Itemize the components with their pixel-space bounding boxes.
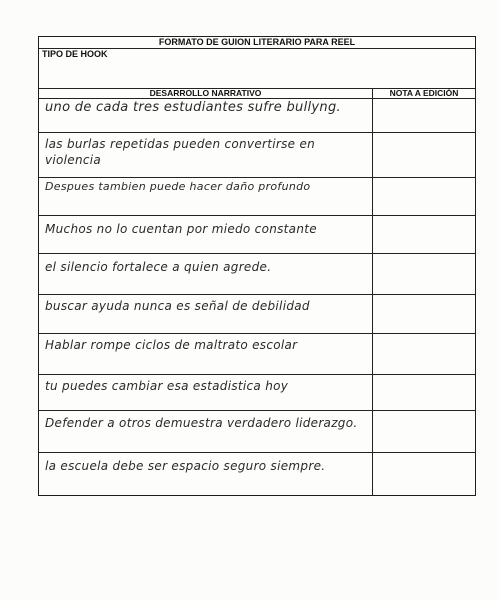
row-divider bbox=[39, 452, 475, 453]
row-divider bbox=[39, 253, 475, 254]
narrative-entry: Muchos no lo cuentan por miedo constante bbox=[45, 222, 317, 236]
row-divider bbox=[39, 215, 475, 216]
divider bbox=[39, 98, 475, 99]
edit-note-column-header: NOTA A EDICIÓN bbox=[389, 88, 459, 98]
row-divider bbox=[39, 374, 475, 375]
narrative-column-header: DESARROLLO NARRATIVO bbox=[149, 88, 262, 98]
row-divider bbox=[39, 177, 475, 178]
narrative-entry: el silencio fortalece a quien agrede. bbox=[45, 260, 272, 274]
form-title: FORMATO DE GUION LITERARIO PARA REEL bbox=[158, 37, 356, 47]
narrative-entry: Hablar rompe ciclos de maltrato escolar bbox=[45, 338, 298, 352]
narrative-entry: las burlas repetidas pueden convertirse en violencia bbox=[45, 137, 316, 167]
narrative-entry: tu puedes cambiar esa estadistica hoy bbox=[45, 379, 289, 393]
column-divider bbox=[372, 88, 373, 495]
narrative-entry: Despues tambien puede hacer daño profundo bbox=[45, 180, 311, 193]
narrative-entry: uno de cada tres estudiantes sufre bullyng. bbox=[45, 100, 341, 115]
script-form bbox=[38, 36, 476, 496]
row-divider bbox=[39, 132, 475, 133]
row-divider bbox=[39, 294, 475, 295]
narrative-entry: buscar ayuda nunca es señal de debilidad bbox=[45, 299, 310, 313]
row-divider bbox=[39, 333, 475, 334]
row-divider bbox=[39, 410, 475, 411]
narrative-entry: Defender a otros demuestra verdadero liderazgo. bbox=[45, 416, 358, 430]
narrative-entry: la escuela debe ser espacio seguro siempre. bbox=[45, 459, 326, 473]
hook-type-label: TIPO DE HOOK bbox=[42, 49, 108, 59]
